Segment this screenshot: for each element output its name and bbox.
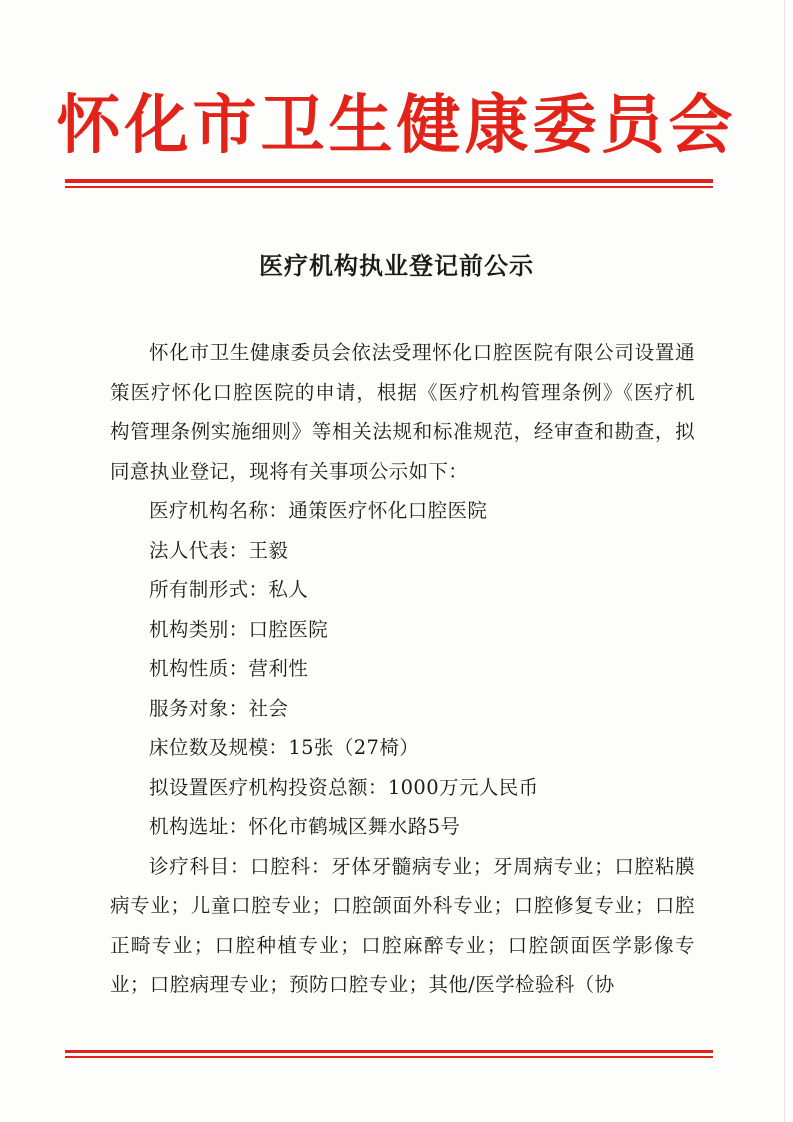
- document-title: 医疗机构执业登记前公示: [259, 252, 534, 280]
- item-legal-representative: [110, 531, 695, 571]
- item-value: 怀化市鹤城区舞水路5号: [248, 815, 461, 838]
- item-value: 私人: [268, 578, 309, 601]
- item-key: 机构选址：: [149, 815, 249, 838]
- item-key: 机构类别：: [149, 617, 249, 641]
- item-value: 1000万元人民币: [387, 775, 539, 799]
- header-rule-thick: [65, 179, 713, 183]
- item-service-target: [110, 689, 695, 729]
- item-value: 口腔科：牙体牙髓病专业；牙周病专业；口腔粘膜病专业；儿童口腔专业；口腔颌面外科专业；口腔修复专业；口腔正畸专业；口腔种植专业；口腔麻醉专业；口腔颌面医学影像专业；口腔病理专业；预防口腔专业；其他/医学检验科（协: [110, 854, 695, 996]
- item-investment: [110, 768, 695, 808]
- item-key: 机构性质：: [149, 657, 249, 680]
- item-value: 口腔医院: [248, 617, 329, 641]
- item-nature: [110, 649, 695, 689]
- item-key: 所有制形式：: [149, 578, 269, 601]
- item-value: 社会: [248, 696, 289, 720]
- item-value: 营利性: [248, 657, 309, 680]
- item-departments: [110, 847, 695, 1005]
- item-key: 床位数及规模：: [149, 736, 289, 759]
- item-value: 王毅: [248, 538, 289, 562]
- document-body: [110, 333, 695, 1005]
- item-key: 法人代表：: [149, 538, 249, 562]
- item-key: 拟设置医疗机构投资总额：: [149, 775, 388, 799]
- item-key: 服务对象：: [149, 696, 249, 720]
- footer-rule-thick: [65, 1050, 713, 1053]
- item-value: 通策医疗怀化口腔医院: [288, 499, 488, 522]
- item-beds-scale: [110, 728, 695, 768]
- header-rule-thin: [65, 186, 713, 188]
- item-institution-name: [110, 491, 695, 531]
- item-value: 15张（27椅）: [288, 736, 420, 759]
- item-ownership: [110, 570, 695, 610]
- item-key: 医疗机构名称：: [149, 499, 289, 522]
- intro-paragraph: 怀化市卫生健康委员会依法受理怀化口腔医院有限公司设置通策医疗怀化口腔医院的申请，根据《医疗机构管理条例》《医疗机构管理条例实施细则》等相关法规和标准规范，经审查和勘查，拟同意执业登记，现将有关事项公示如下：: [110, 341, 695, 483]
- item-location: [110, 807, 695, 847]
- item-category: [110, 610, 695, 650]
- footer-rule-thin: [65, 1056, 713, 1058]
- scan-edge-line: [784, 0, 785, 1122]
- organization-header: 怀化市卫生健康委员会: [56, 89, 737, 163]
- item-key: 诊疗科目：: [149, 854, 251, 878]
